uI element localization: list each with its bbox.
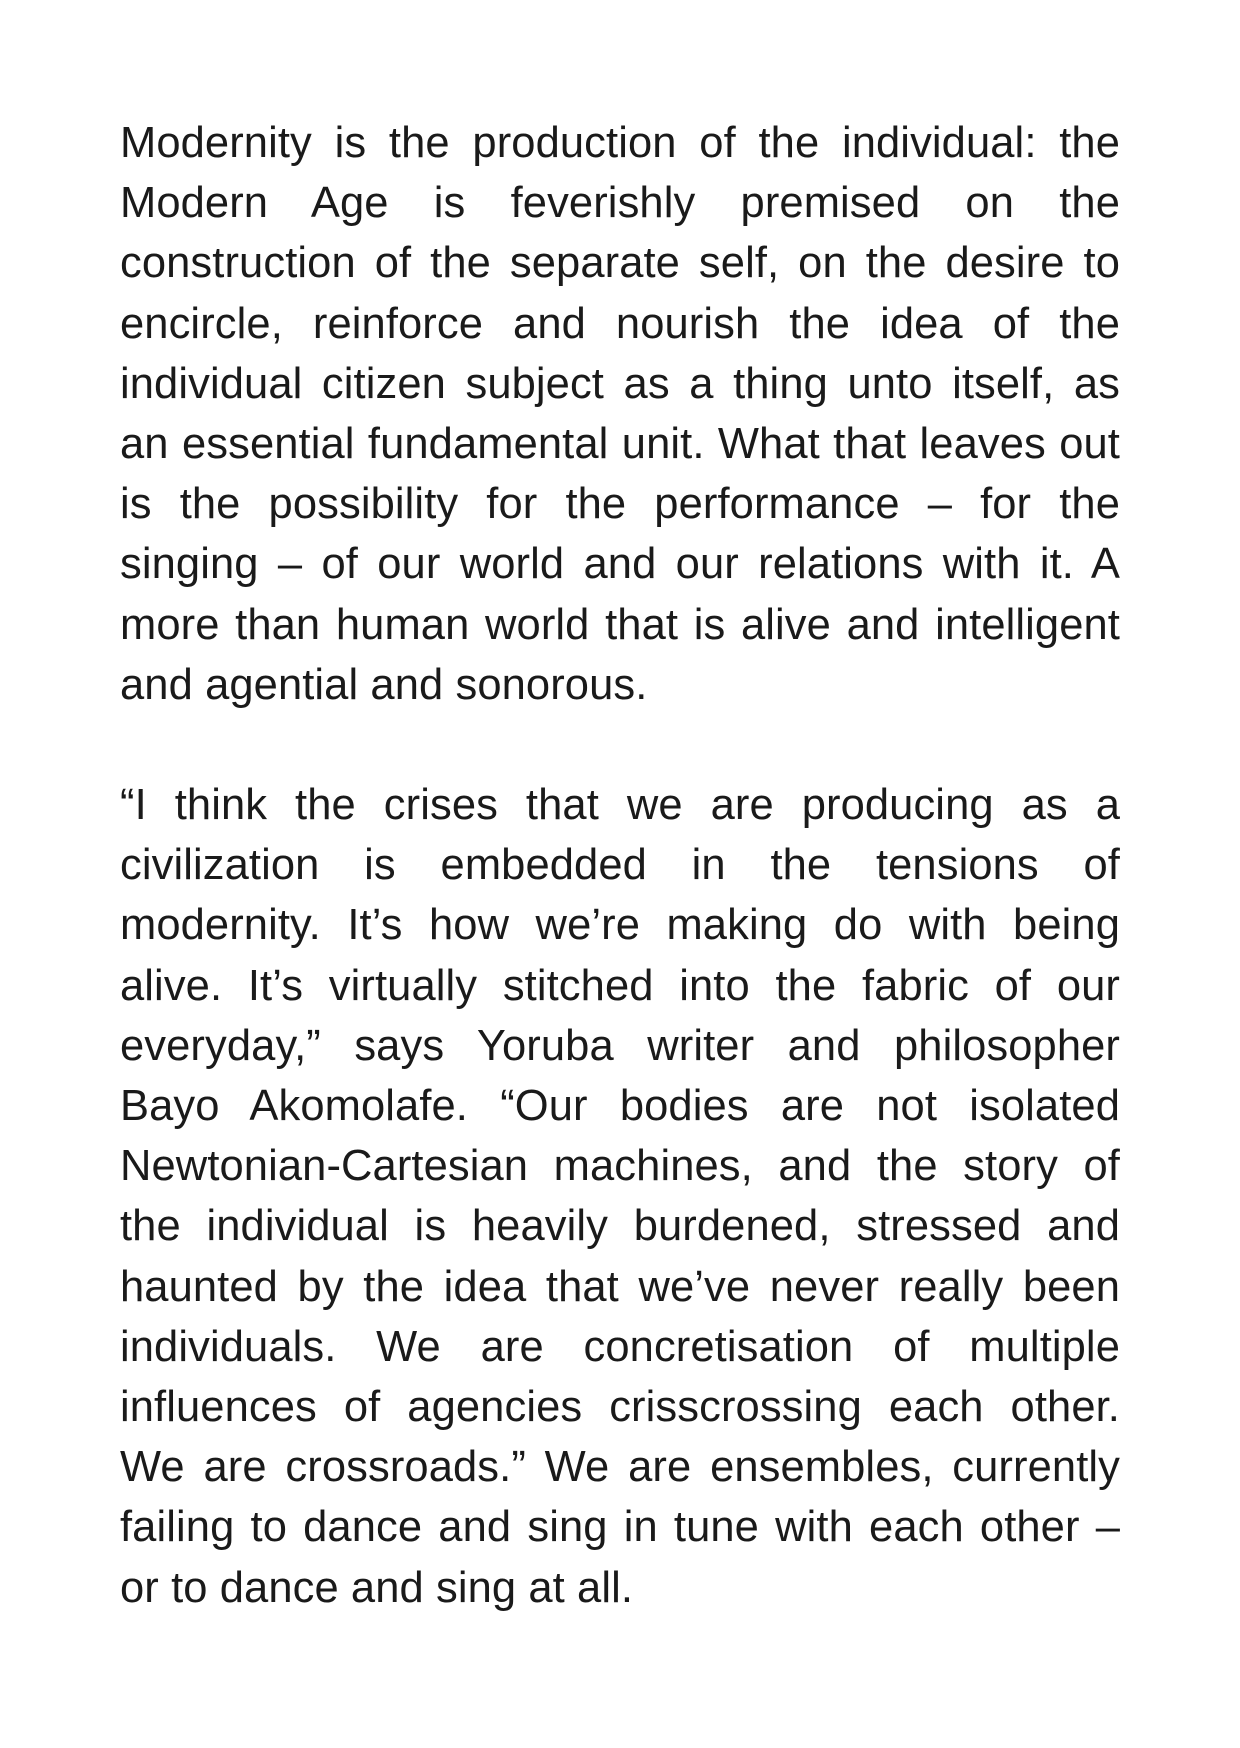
paragraph-modernity: Modernity is the production of the individual: the Modern Age is feverishly premised on the construction of the separate self, on the desire to encircle, reinforce and nourish the idea of the individual citizen subject as a thing unto itself, as an essential fundamental unit. What that leaves out is the possibility for the performance – for the singing – of our world and our relations with it. A more than human world that is alive and intelligent and agential and sonorous. xyxy=(120,119,1120,709)
paragraph-akomolafe-quote: “I think the crises that we are producing as a civilization is embedded in the tensions of modernity. It’s how we’re making do with being alive. It’s virtually stitched into the fabric of our everyday,” says Yoruba writer and philosopher Bayo Akomolafe. “Our bodies are not isolated Newtonian-Cartesian machines, and the story of the individual is heavily burdened, stressed and haunted by the idea that we’ve never really been individuals. We are concretisation of multiple influences of agencies crisscrossing each other. We are crossroads.” We are ensembles, currently failing to dance and sing in tune with each other – or to dance and sing at all. xyxy=(120,781,1120,1612)
document-page xyxy=(120,113,1120,1618)
